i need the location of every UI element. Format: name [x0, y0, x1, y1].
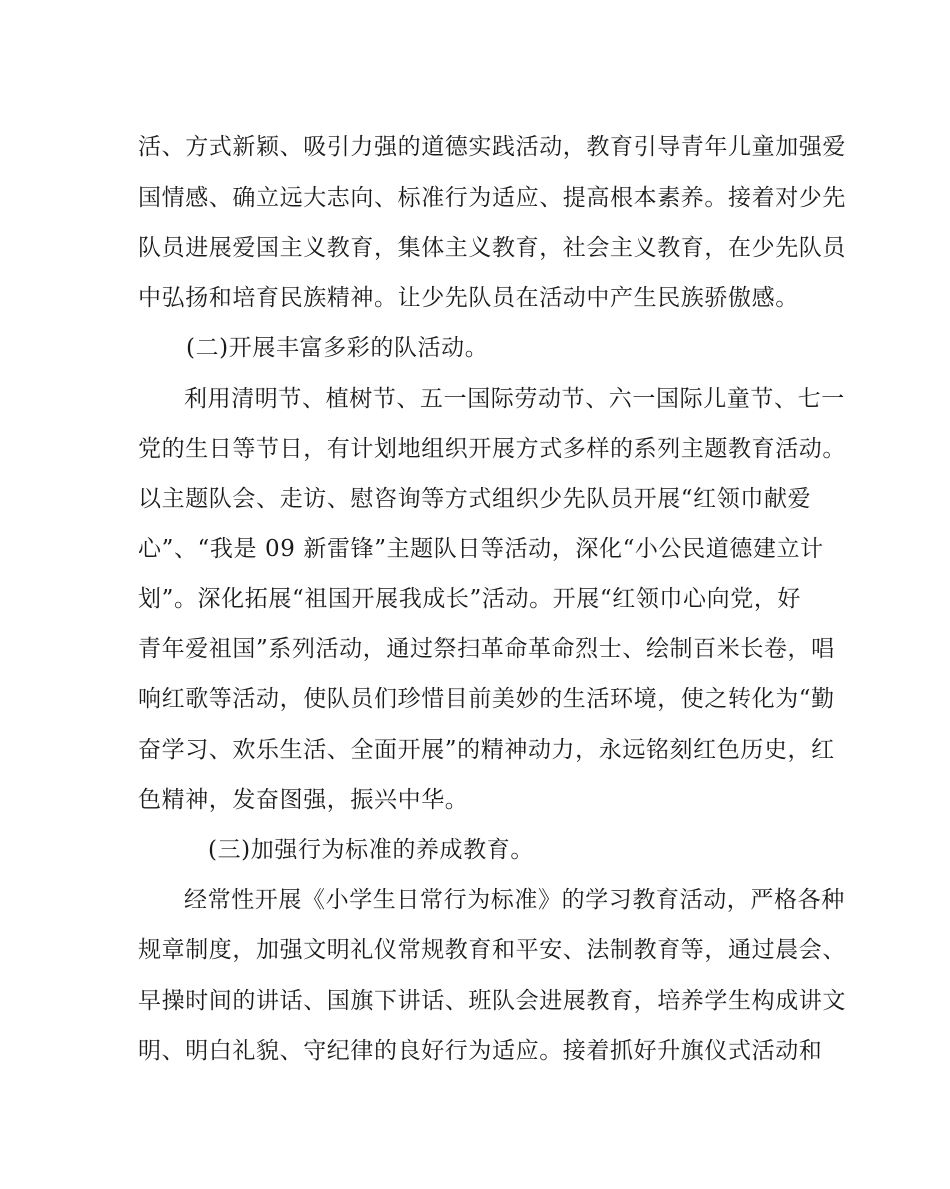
text-line: 规章制度，加强文明礼仪常规教育和平安、法制教育等，通过晨会、 [138, 937, 846, 963]
text-line: 党的生日等节日，有计划地组织开展方式多样的系列主题教育活动。 [138, 436, 846, 462]
text-line: 中弘扬和培育民族精神。让少先队员在活动中产生民族骄傲感。 [138, 285, 799, 311]
text-line: 划”。深化拓展“祖国开展我成长”活动。开展“红领巾心向党，好 [138, 586, 802, 612]
text-line: 心”、“我是 09 新雷锋”主题队日等活动，深化“小公民道德建立计 [138, 536, 824, 562]
text-line: 利用清明节、植树节、五一国际劳动节、六一国际儿童节、七一 [184, 386, 845, 412]
section-heading: (三)加强行为标准的养成教育。 [208, 837, 534, 863]
section-heading: (二)开展丰富多彩的队活动。 [186, 335, 489, 361]
text-line: 奋学习、欢乐生活、全面开展”的精神动力，永远铭刻红色历史，红 [138, 737, 835, 763]
text-line: 明、明白礼貌、守纪律的良好行为适应。接着抓好升旗仪式活动和 [138, 1038, 823, 1064]
text-line: 以主题队会、走访、慰咨询等方式组织少先队员开展“红领巾献爱 [138, 486, 812, 512]
text-line: 早操时间的讲话、国旗下讲话、班队会进展教育，培养学生构成讲文 [138, 988, 846, 1014]
text-line: 队员进展爱国主义教育，集体主义教育，社会主义教育，在少先队员 [138, 235, 846, 261]
text-line: 青年爱祖国”系列活动，通过祭扫革命革命烈士、绘制百米长卷，唱 [138, 636, 835, 662]
text-line: 色精神，发奋图强，振兴中华。 [138, 787, 469, 813]
text-line: 响红歌等活动，使队员们珍惜目前美妙的生活环境，使之转化为“勤 [138, 686, 835, 712]
text-line: 活、方式新颖、吸引力强的道德实践活动，教育引导青年儿童加强爱 [138, 134, 846, 160]
text-line: 国情感、确立远大志向、标准行为适应、提高根本素养。接着对少先 [138, 185, 846, 211]
text-line: 经常性开展《小学生日常行为标准》的学习教育活动，严格各种 [184, 887, 845, 913]
